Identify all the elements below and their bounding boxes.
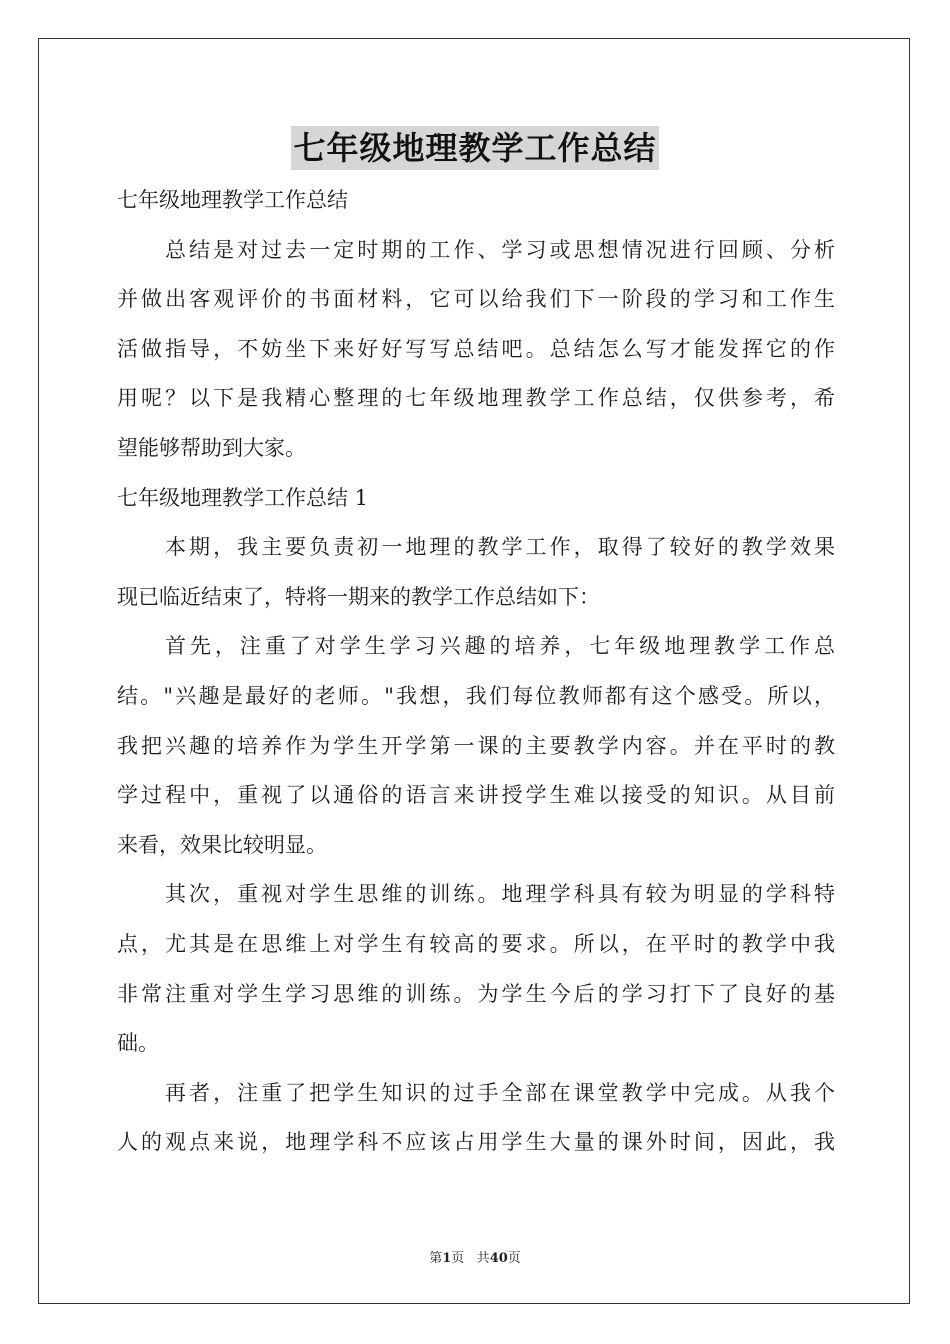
page-prefix: 第: [429, 1251, 443, 1266]
paragraph-line: 我把兴趣的培养作为学生开学第一课的主要教学内容。并在平时的教: [117, 733, 835, 758]
title-container: [0, 126, 950, 170]
section-heading: 七年级地理教学工作总结 1: [117, 485, 369, 510]
paragraph-line: 来看，效果比较明显。: [117, 832, 327, 857]
paragraph-line: 点，尤其是在思维上对学生有较高的要求。所以，在平时的教学中我: [117, 931, 835, 956]
paragraph-line: 学过程中，重视了以通俗的语言来讲授学生难以接受的知识。从目前: [117, 783, 835, 808]
paragraph-line: 望能够帮助到大家。: [117, 435, 306, 460]
paragraph-line: 现已临近结束了，特将一期来的教学工作总结如下：: [117, 584, 600, 609]
total-suffix: 页: [507, 1251, 521, 1266]
paragraph-line: 并做出客观评价的书面材料，它可以给我们下一阶段的学习和工作生: [117, 287, 835, 312]
total-pages: 40: [489, 1251, 508, 1266]
paragraph-line: 结。"兴趣是最好的老师。"我想，我们每位教师都有这个感受。所以，: [117, 683, 835, 708]
paragraph-line: 人的观点来说，地理学科不应该占用学生大量的课外时间，因此，我: [117, 1130, 835, 1155]
document-body: [117, 176, 835, 1168]
paragraph-line: 用呢？以下是我精心整理的七年级地理教学工作总结，仅供参考，希: [117, 386, 835, 411]
paragraph-line: 本期，我主要负责初一地理的教学工作，取得了较好的教学效果: [165, 535, 835, 560]
page-suffix: 页: [451, 1251, 465, 1266]
total-prefix: 共: [476, 1251, 490, 1266]
paragraph-line: 其次，重视对学生思维的训练。地理学科具有较为明显的学科特: [165, 882, 835, 907]
document-title: 七年级地理教学工作总结: [291, 126, 658, 170]
paragraph-line: 总结是对过去一定时期的工作、学习或思想情况进行回顾、分析: [165, 237, 835, 262]
section-heading: 七年级地理教学工作总结: [117, 188, 348, 212]
paragraph-line: 再者，注重了把学生知识的过手全部在课堂教学中完成。从我个: [165, 1080, 835, 1105]
paragraph-line: 础。: [117, 1031, 159, 1056]
paragraph-line: 活做指导，不妨坐下来好好写写总结吧。总结怎么写才能发挥它的作: [117, 336, 835, 361]
page-footer: [0, 1247, 950, 1266]
paragraph-line: 首先，注重了对学生学习兴趣的培养，七年级地理教学工作总: [165, 634, 835, 659]
paragraph-line: 非常注重对学生学习思维的训练。为学生今后的学习打下了良好的基: [117, 981, 835, 1006]
page-number: 1: [442, 1251, 452, 1266]
